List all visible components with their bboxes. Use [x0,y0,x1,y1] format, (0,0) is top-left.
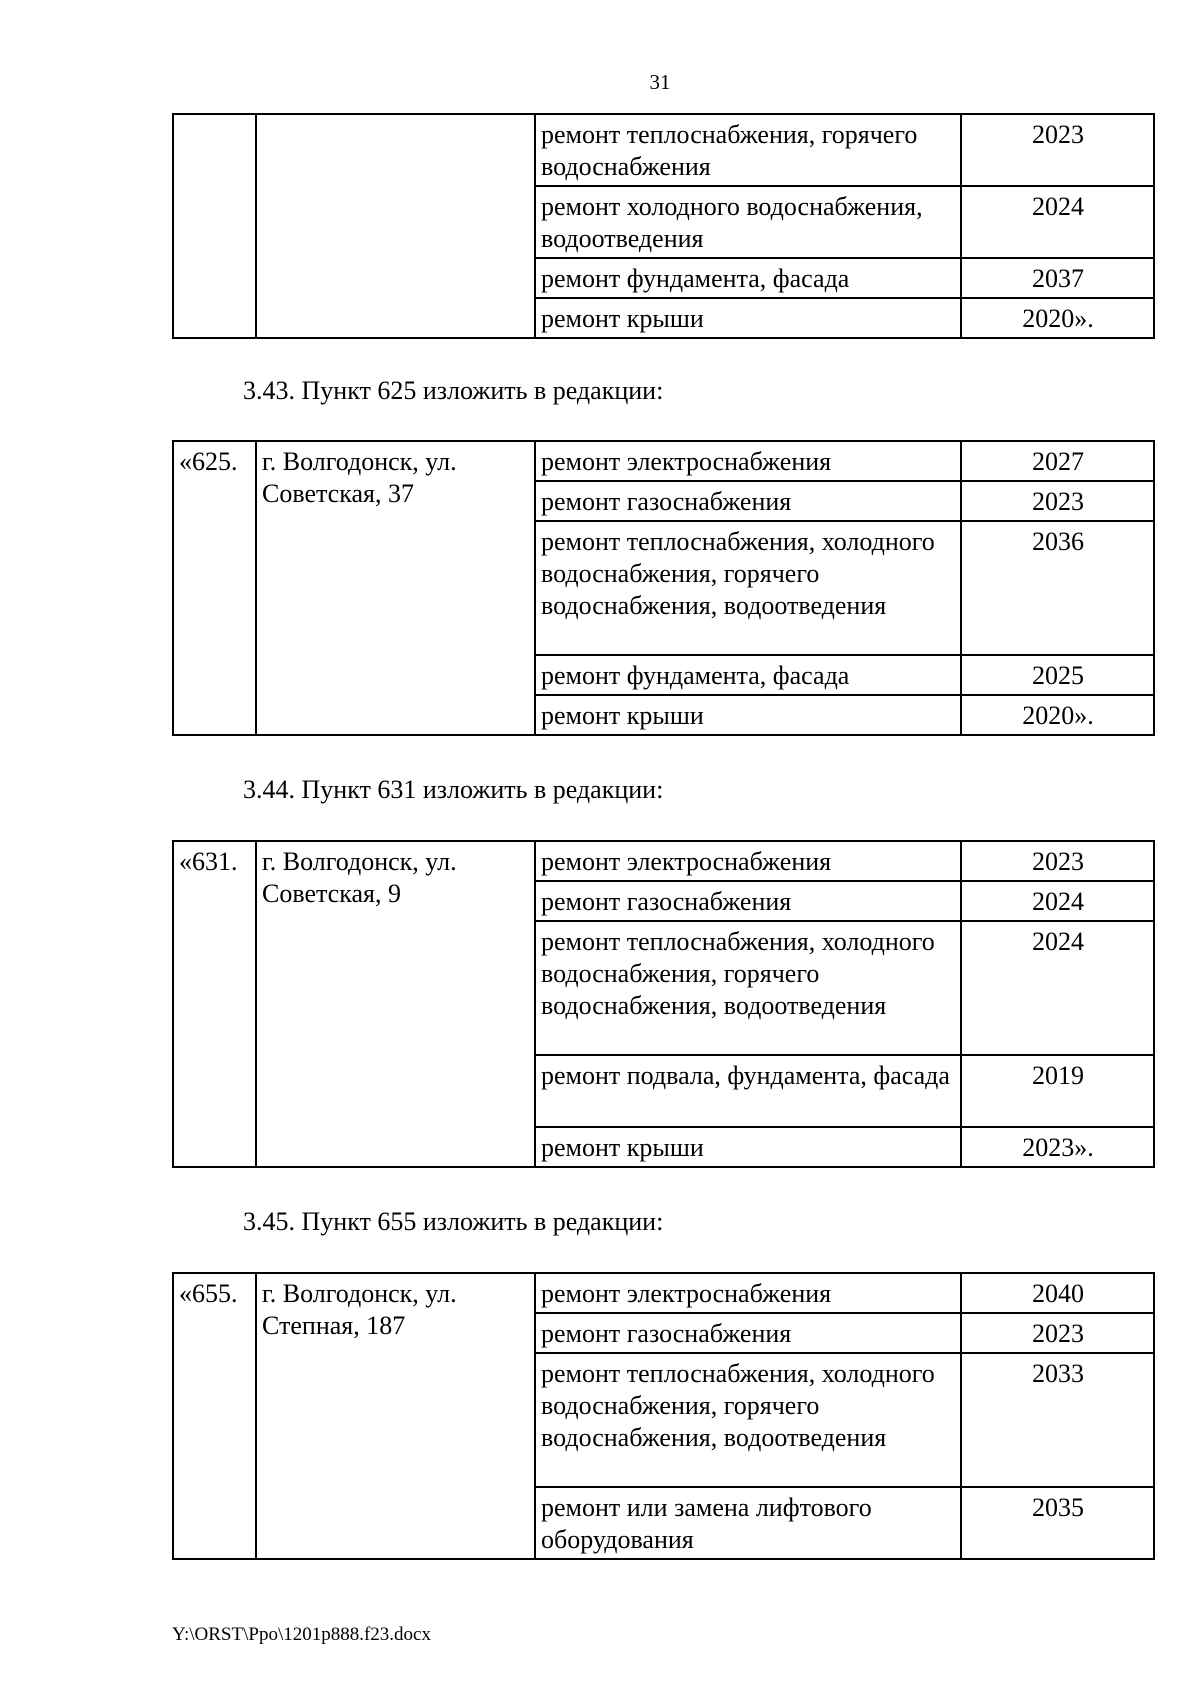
work-cell: ремонт газоснабжения [535,481,961,521]
address-cell [256,114,535,338]
work-cell: ремонт электроснабжения [535,1273,961,1313]
year-cell: 2023». [961,1127,1154,1167]
work-cell: ремонт крыши [535,1127,961,1167]
item-number: «655. [173,1273,256,1559]
table-row [173,114,1154,186]
work-cell: ремонт фундамента, фасада [535,655,961,695]
item-number: «631. [173,841,256,1167]
paragraph-3-43: 3.43. Пункт 625 изложить в редакции: [243,376,664,405]
year-cell: 2036 [961,521,1154,655]
repair-table-631 [172,840,1155,1168]
year-cell: 2033 [961,1353,1154,1487]
repair-table-continuation [172,113,1155,339]
work-cell: ремонт газоснабжения [535,881,961,921]
address-cell: г. Волгодонск, ул. Советская, 9 [256,841,535,1167]
work-cell: ремонт крыши [535,695,961,735]
work-cell: ремонт теплоснабжения, горячего водоснабжения [535,114,961,186]
year-cell: 2023 [961,114,1154,186]
repair-table-625 [172,440,1155,736]
year-cell: 2023 [961,841,1154,881]
year-cell: 2020». [961,695,1154,735]
work-cell: ремонт электроснабжения [535,441,961,481]
year-cell: 2024 [961,881,1154,921]
table-row [173,1273,1154,1313]
year-cell: 2040 [961,1273,1154,1313]
repair-table-655 [172,1272,1155,1560]
table-row [173,441,1154,481]
year-cell: 2024 [961,921,1154,1055]
year-cell: 2035 [961,1487,1154,1559]
year-cell: 2023 [961,481,1154,521]
work-cell: ремонт теплоснабжения, холодного водоснабжения, горячего водоснабжения, водоотведения [535,921,961,1055]
work-cell: ремонт фундамента, фасада [535,258,961,298]
year-cell: 2019 [961,1055,1154,1127]
paragraph-3-44: 3.44. Пункт 631 изложить в редакции: [243,775,664,804]
table-row [173,841,1154,881]
item-number: «625. [173,441,256,735]
work-cell: ремонт подвала, фундамента, фасада [535,1055,961,1127]
file-path-footer: Y:\ORST\Ppo\1201p888.f23.docx [172,1624,431,1645]
address-cell: г. Волгодонск, ул. Степная, 187 [256,1273,535,1559]
year-cell: 2037 [961,258,1154,298]
year-cell: 2027 [961,441,1154,481]
paragraph-3-45: 3.45. Пункт 655 изложить в редакции: [243,1207,664,1236]
work-cell: ремонт газоснабжения [535,1313,961,1353]
year-cell: 2023 [961,1313,1154,1353]
work-cell: ремонт крыши [535,298,961,338]
work-cell: ремонт электроснабжения [535,841,961,881]
work-cell: ремонт теплоснабжения, холодного водоснабжения, горячего водоснабжения, водоотведения [535,521,961,655]
year-cell: 2025 [961,655,1154,695]
number-cell [173,114,256,338]
year-cell: 2020». [961,298,1154,338]
address-cell: г. Волгодонск, ул. Советская, 37 [256,441,535,735]
work-cell: ремонт холодного водоснабжения, водоотведения [535,186,961,258]
work-cell: ремонт теплоснабжения, холодного водоснабжения, горячего водоснабжения, водоотведения [535,1353,961,1487]
work-cell: ремонт или замена лифтового оборудования [535,1487,961,1559]
year-cell: 2024 [961,186,1154,258]
page-number: 31 [649,70,671,94]
